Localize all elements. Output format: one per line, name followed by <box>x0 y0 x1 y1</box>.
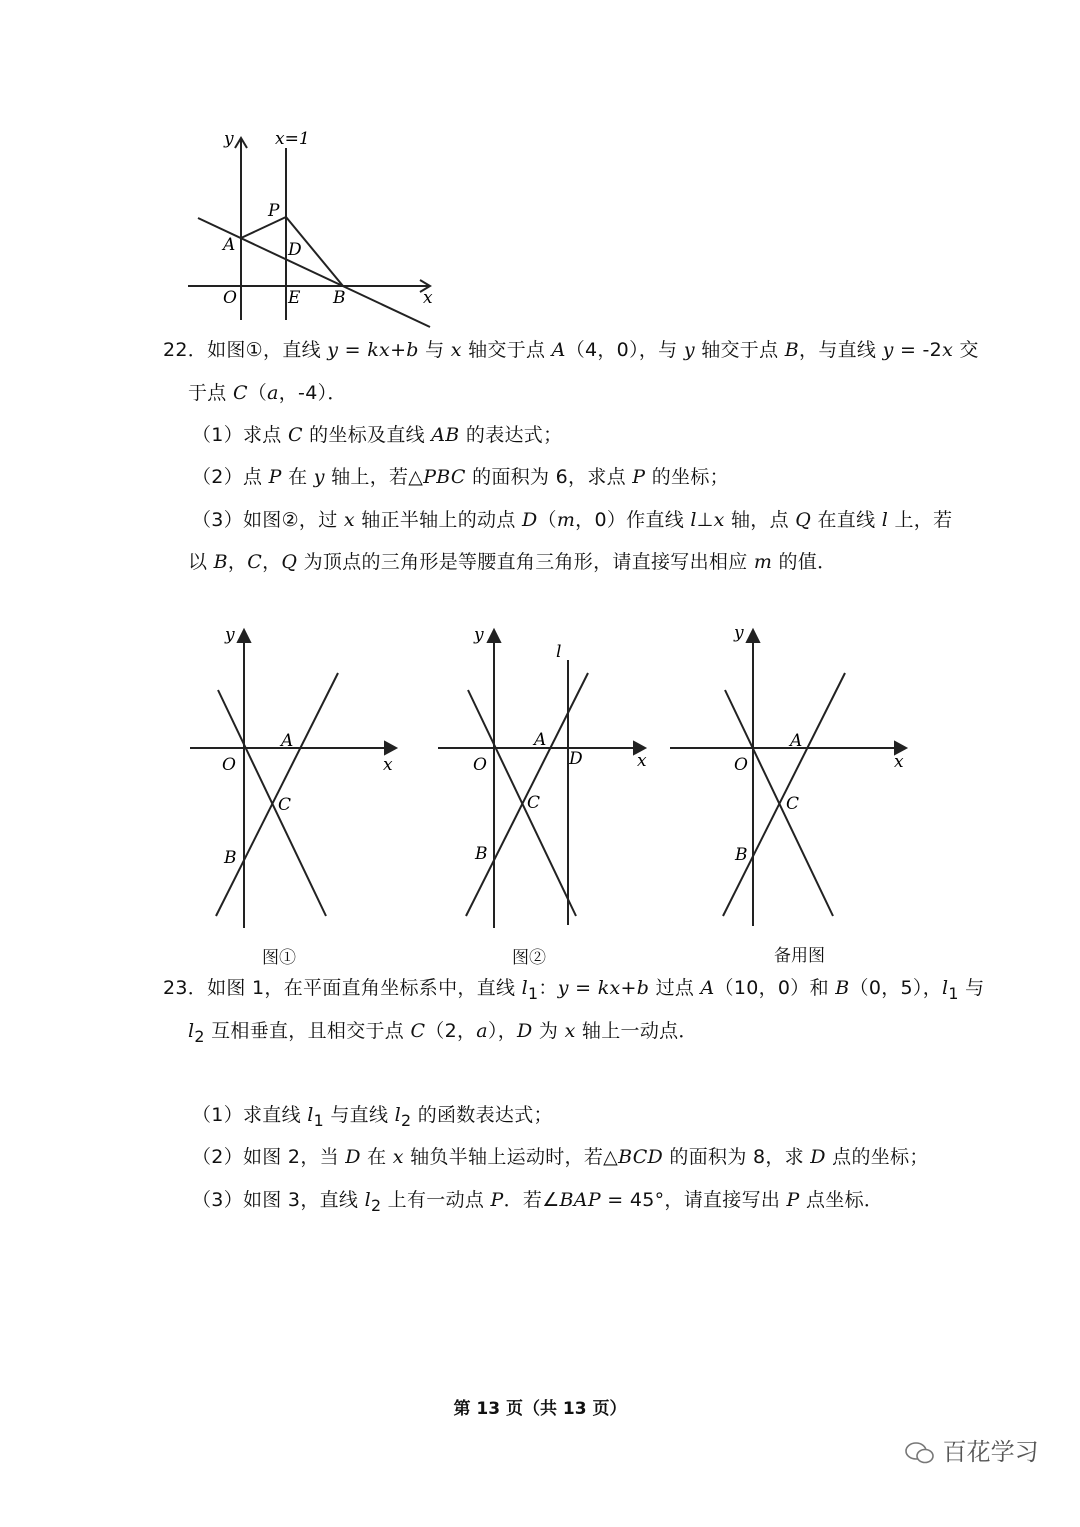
line-AB <box>216 673 338 916</box>
text: 在 <box>360 1146 393 1168</box>
label-C: C <box>786 794 800 814</box>
var: b <box>636 977 650 999</box>
label-y: y <box>225 625 235 645</box>
watermark-text: 百花学习 <box>942 1438 1039 1466</box>
text: ， <box>262 551 282 573</box>
var: l <box>521 977 529 999</box>
var: BCD <box>618 1146 664 1168</box>
label-O: O <box>223 288 237 308</box>
y-arrow-icon <box>747 630 759 642</box>
label-D: D <box>569 749 583 769</box>
text: （2）点 <box>192 466 269 488</box>
text: 互相垂直，且相交于点 <box>204 1020 411 1042</box>
label-B: B <box>224 848 237 868</box>
var: kx <box>367 339 391 361</box>
text: （1）求直线 <box>192 1104 308 1126</box>
q22-line2 <box>188 381 347 405</box>
label-l: l <box>556 642 562 662</box>
var: x <box>713 509 725 531</box>
figure-3 <box>665 618 920 938</box>
text: = -2 <box>893 339 943 361</box>
var: y <box>882 339 894 361</box>
label-x: x <box>894 752 904 772</box>
var: a <box>267 382 279 404</box>
q22-part2 <box>192 465 729 489</box>
var: B <box>784 339 800 361</box>
text: 与 <box>958 977 985 999</box>
text: 轴正半轴上的动点 <box>354 509 522 531</box>
text: （0，5）， <box>849 977 943 999</box>
q22-part1 <box>192 423 562 447</box>
var: A <box>700 977 715 999</box>
text: 过点 <box>649 977 701 999</box>
figure-2-caption: 图② <box>512 948 546 968</box>
text: 轴交于点 <box>461 339 552 361</box>
sub: 2 <box>400 1110 412 1130</box>
text: 点坐标． <box>799 1189 884 1211</box>
text: （10，0）和 <box>714 977 836 999</box>
var: PBC <box>423 466 466 488</box>
text: 与 <box>418 339 451 361</box>
var: P <box>632 466 646 488</box>
text: （4，0），与 <box>565 339 684 361</box>
var: B <box>835 977 850 999</box>
text: （3）如图②，过 <box>192 509 344 531</box>
text: 在直线 <box>811 509 882 531</box>
text: 于点 <box>188 382 233 404</box>
text: = <box>568 977 598 999</box>
var: l <box>881 509 889 531</box>
var: P <box>490 1189 504 1211</box>
label-y: y <box>734 623 744 643</box>
var: C <box>410 1020 426 1042</box>
top-figure <box>180 120 450 335</box>
text: 以 <box>188 551 214 573</box>
q23-number: 23 <box>163 977 188 999</box>
text: 与直线 <box>324 1104 395 1126</box>
var: y <box>327 339 339 361</box>
text: 点的坐标； <box>825 1146 929 1168</box>
text: = 45°，请直接写出 <box>600 1189 787 1211</box>
text: 的面积为 8，求 <box>663 1146 811 1168</box>
q23-part3 <box>192 1188 883 1218</box>
var: D <box>517 1020 533 1042</box>
q23-part1 <box>192 1103 553 1133</box>
text: （3）如图 3，直线 <box>192 1189 365 1211</box>
text: 轴上一动点． <box>575 1020 698 1042</box>
text: + <box>390 339 407 361</box>
figure-1 <box>180 620 410 940</box>
sub: 1 <box>313 1110 324 1130</box>
var: y <box>557 977 569 999</box>
text: 在 <box>281 466 314 488</box>
var: l <box>690 509 697 531</box>
var: A <box>551 339 566 361</box>
var: l <box>188 1020 195 1042</box>
text: ， <box>227 551 248 573</box>
text: 的面积为 6，求点 <box>465 466 633 488</box>
text: ，-4）． <box>278 382 347 404</box>
label-B: B <box>475 844 488 864</box>
label-O: O <box>222 755 236 775</box>
figure-2 <box>428 620 660 940</box>
label-y: y <box>474 625 484 645</box>
text: （ <box>247 382 268 404</box>
text: 为顶点的三角形是等腰直角三角形，请直接写出相应 <box>297 551 754 573</box>
var: y <box>683 339 695 361</box>
text: 上，若 <box>888 509 953 531</box>
label-x: x <box>637 751 647 771</box>
var: x <box>392 1146 404 1168</box>
label-A: A <box>534 730 547 750</box>
text: ⊥ <box>696 509 714 531</box>
q22-part3-cont <box>188 550 836 574</box>
var: AB <box>431 424 460 446</box>
var: C <box>287 424 303 446</box>
text: 轴交于点 <box>694 339 785 361</box>
line-AB <box>723 673 845 916</box>
x-arrow-icon <box>385 742 396 754</box>
q22-number: 22 <box>163 339 188 361</box>
var: C <box>247 551 263 573</box>
var: l <box>307 1104 314 1126</box>
wechat-icon <box>905 1441 935 1465</box>
label-x1: x=1 <box>275 129 310 149</box>
text: ．如图 1，在平面直角坐标系中，直线 <box>187 977 522 999</box>
var: a <box>476 1020 488 1042</box>
text: 轴，点 <box>724 509 796 531</box>
sub: 1 <box>528 983 539 1003</box>
text: 的函数表达式； <box>411 1104 553 1126</box>
text: ，与直线 <box>799 339 883 361</box>
var: l <box>942 977 949 999</box>
text: （ <box>537 509 557 531</box>
sub: 1 <box>948 983 959 1003</box>
label-C: C <box>527 793 541 813</box>
figure-1-caption: 图① <box>262 948 296 968</box>
var: D <box>345 1146 361 1168</box>
label-A: A <box>223 235 236 255</box>
text: ．若∠ <box>503 1189 560 1211</box>
text: （2， <box>425 1020 477 1042</box>
label-x: x <box>383 755 393 775</box>
var: Q <box>795 509 812 531</box>
var: D <box>521 509 538 531</box>
var: x <box>564 1020 576 1042</box>
label-A: A <box>281 731 294 751</box>
text: 交 <box>953 339 979 361</box>
var: B <box>213 551 228 573</box>
text: 的坐标； <box>645 466 729 488</box>
y-arrow-icon <box>488 630 500 642</box>
label-C: C <box>278 795 292 815</box>
var: C <box>232 382 248 404</box>
label-O: O <box>473 755 487 775</box>
text: ： <box>538 977 558 999</box>
var: m <box>753 551 773 573</box>
text: 轴负半轴上运动时，若△ <box>403 1146 619 1168</box>
text: 为 <box>532 1020 565 1042</box>
y-arrow-icon <box>238 630 250 642</box>
var: BAP <box>559 1189 601 1211</box>
var: kx <box>597 977 621 999</box>
text: 上有一动点 <box>381 1189 491 1211</box>
text: = <box>338 339 368 361</box>
label-O: O <box>734 755 748 775</box>
q23-line1 <box>163 976 984 1006</box>
text: （1）求点 <box>192 424 288 446</box>
label-P: P <box>268 201 280 221</box>
label-x: x <box>423 288 433 308</box>
text: ．如图①，直线 <box>187 339 328 361</box>
text: 的表达式； <box>459 424 563 446</box>
var: Q <box>281 551 298 573</box>
q22-line1 <box>163 338 979 362</box>
watermark <box>905 1432 1039 1467</box>
text: 轴上，若△ <box>324 466 424 488</box>
figure-3-caption: 备用图 <box>774 946 825 966</box>
var: x <box>343 509 355 531</box>
var: l <box>394 1104 401 1126</box>
text: + <box>620 977 637 999</box>
q23-part2 <box>192 1145 929 1169</box>
label-B: B <box>735 845 748 865</box>
label-D: D <box>288 240 302 260</box>
sub: 2 <box>194 1026 205 1046</box>
text: 的坐标及直线 <box>302 424 432 446</box>
text: ，0）作直线 <box>575 509 691 531</box>
sub: 2 <box>370 1195 382 1215</box>
var: D <box>810 1146 826 1168</box>
var: b <box>406 339 419 361</box>
label-E: E <box>288 288 301 308</box>
var: m <box>556 509 576 531</box>
label-B: B <box>333 288 346 308</box>
var: l <box>364 1189 371 1211</box>
var: P <box>786 1189 800 1211</box>
text: 的值． <box>772 551 837 573</box>
var: P <box>268 466 282 488</box>
label-A: A <box>790 731 803 751</box>
var: y <box>313 466 325 488</box>
label-y: y <box>224 129 234 149</box>
text: （2）如图 2，当 <box>192 1146 346 1168</box>
var: x <box>942 339 954 361</box>
q22-part3 <box>192 508 952 532</box>
text: ）， <box>487 1020 518 1042</box>
var: x <box>450 339 462 361</box>
q23-line2 <box>188 1019 698 1049</box>
page-footer: 第 13 页（共 13 页） <box>453 1399 627 1419</box>
